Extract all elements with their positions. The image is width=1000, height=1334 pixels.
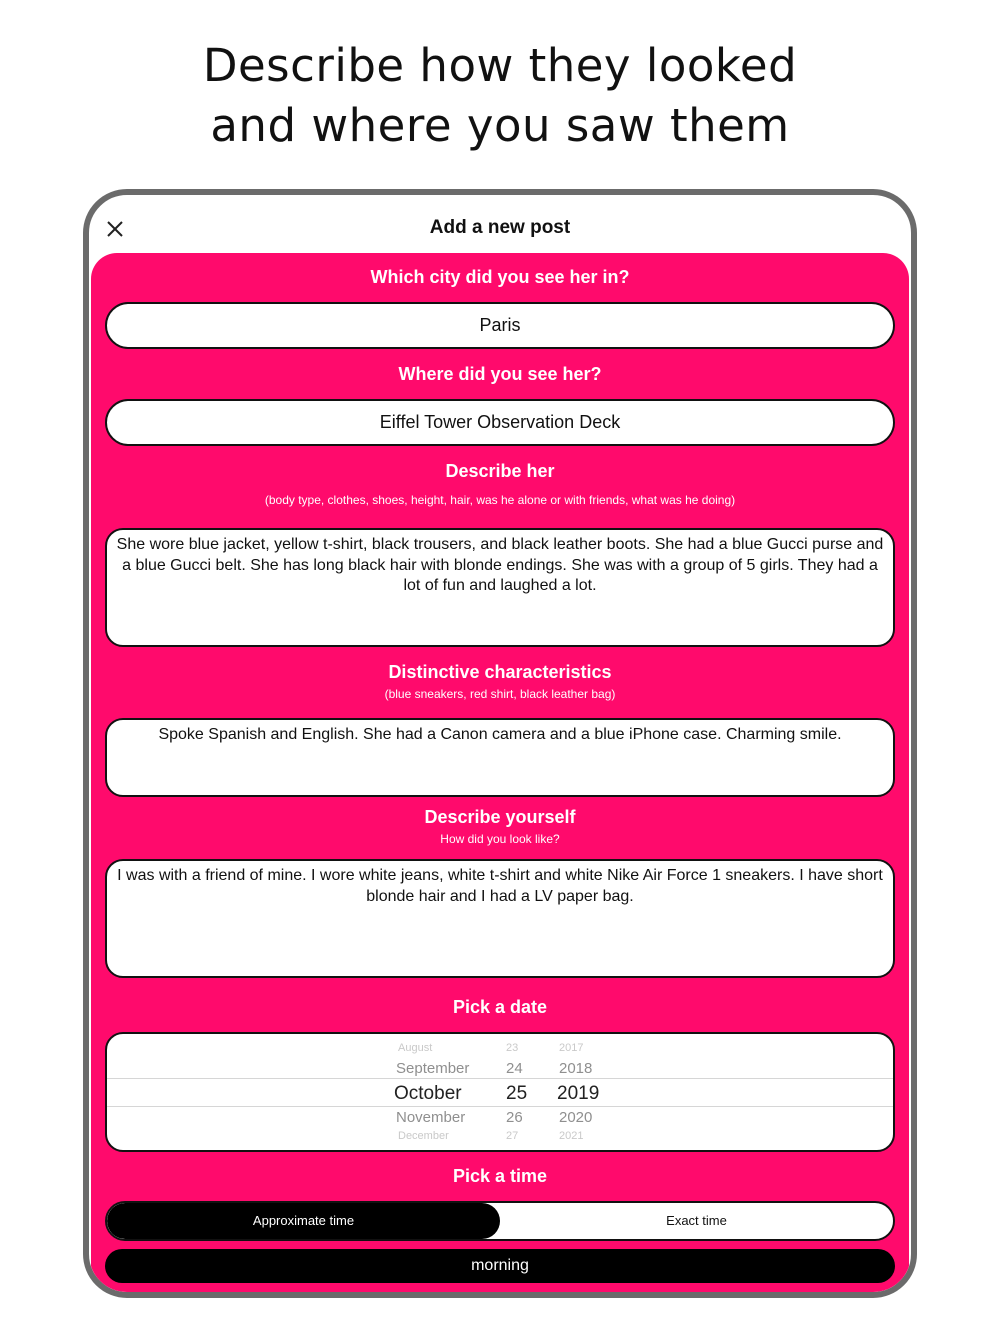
description-hint: (body type, clothes, shoes, height, hair, was he alone or with friends, what was he doing) — [264, 493, 736, 507]
navigation-bar — [89, 195, 911, 261]
headline — [0, 36, 1000, 156]
location-label: Where did you see her? — [398, 364, 602, 384]
picker-month[interactable]: August — [398, 1042, 433, 1054]
picker-day[interactable]: 27 — [506, 1130, 519, 1142]
picker-month-selected[interactable]: October — [394, 1083, 462, 1104]
picker-year[interactable]: 2020 — [559, 1109, 593, 1126]
yourself-hint: How did you look like? — [440, 832, 560, 846]
picker-year[interactable]: 2017 — [559, 1042, 584, 1054]
yourself-textarea[interactable]: I was with a friend of mine. I wore white jeans, white t-shirt and white Nike Air Force 1 sneakers. I have short blonde hair and I had a LV paper bag. — [105, 859, 895, 978]
location-input[interactable]: Eiffel Tower Observation Deck — [105, 399, 895, 446]
headline-line-2: and where you saw them — [210, 99, 790, 152]
approximate-time-segment[interactable]: Approximate time — [107, 1203, 500, 1239]
picker-day[interactable]: 24 — [506, 1060, 523, 1077]
device-frame — [83, 189, 917, 1298]
city-input[interactable]: Paris — [105, 302, 895, 349]
picker-year[interactable]: 2021 — [559, 1130, 584, 1142]
characteristics-label: Distinctive characteristics — [388, 662, 612, 682]
time-mode-segmented-control[interactable] — [105, 1201, 895, 1241]
yourself-label: Describe yourself — [424, 807, 576, 827]
picker-month-column[interactable] — [394, 1034, 514, 1150]
city-label: Which city did you see her in? — [370, 267, 630, 287]
picker-month[interactable]: December — [398, 1130, 449, 1142]
characteristics-textarea[interactable]: Spoke Spanish and English. She had a Canon camera and a blue iPhone case. Charming smile. — [105, 718, 895, 797]
description-textarea[interactable]: She wore blue jacket, yellow t-shirt, black trousers, and black leather boots. She had a blue Gucci purse and a blue Gucci belt. She has long black hair with blonde endings. She was with a group of 5 girls. They had a lot of fun and laughed a lot. — [105, 528, 895, 647]
page-title: Add a new post — [429, 217, 571, 238]
time-label: Pick a time — [452, 1166, 548, 1186]
picker-month[interactable]: September — [396, 1060, 470, 1077]
picker-day[interactable]: 23 — [506, 1042, 519, 1054]
picker-month[interactable]: November — [396, 1109, 466, 1126]
picker-day[interactable]: 26 — [506, 1109, 523, 1126]
picker-day-selected[interactable]: 25 — [506, 1083, 528, 1104]
picker-year-column[interactable] — [557, 1034, 617, 1150]
picker-year-selected[interactable]: 2019 — [557, 1083, 600, 1104]
exact-time-segment[interactable]: Exact time — [666, 1213, 727, 1228]
headline-line-1: Describe how they looked — [202, 39, 798, 92]
description-label: Describe her — [445, 461, 555, 481]
characteristics-hint: (blue sneakers, red shirt, black leather bag) — [384, 687, 616, 701]
date-label: Pick a date — [452, 997, 548, 1017]
time-of-day-selector[interactable]: morning — [105, 1249, 895, 1283]
picker-day-column[interactable] — [506, 1034, 546, 1150]
form-sheet — [91, 253, 909, 1298]
picker-year[interactable]: 2018 — [559, 1060, 593, 1077]
date-picker[interactable] — [105, 1032, 895, 1152]
